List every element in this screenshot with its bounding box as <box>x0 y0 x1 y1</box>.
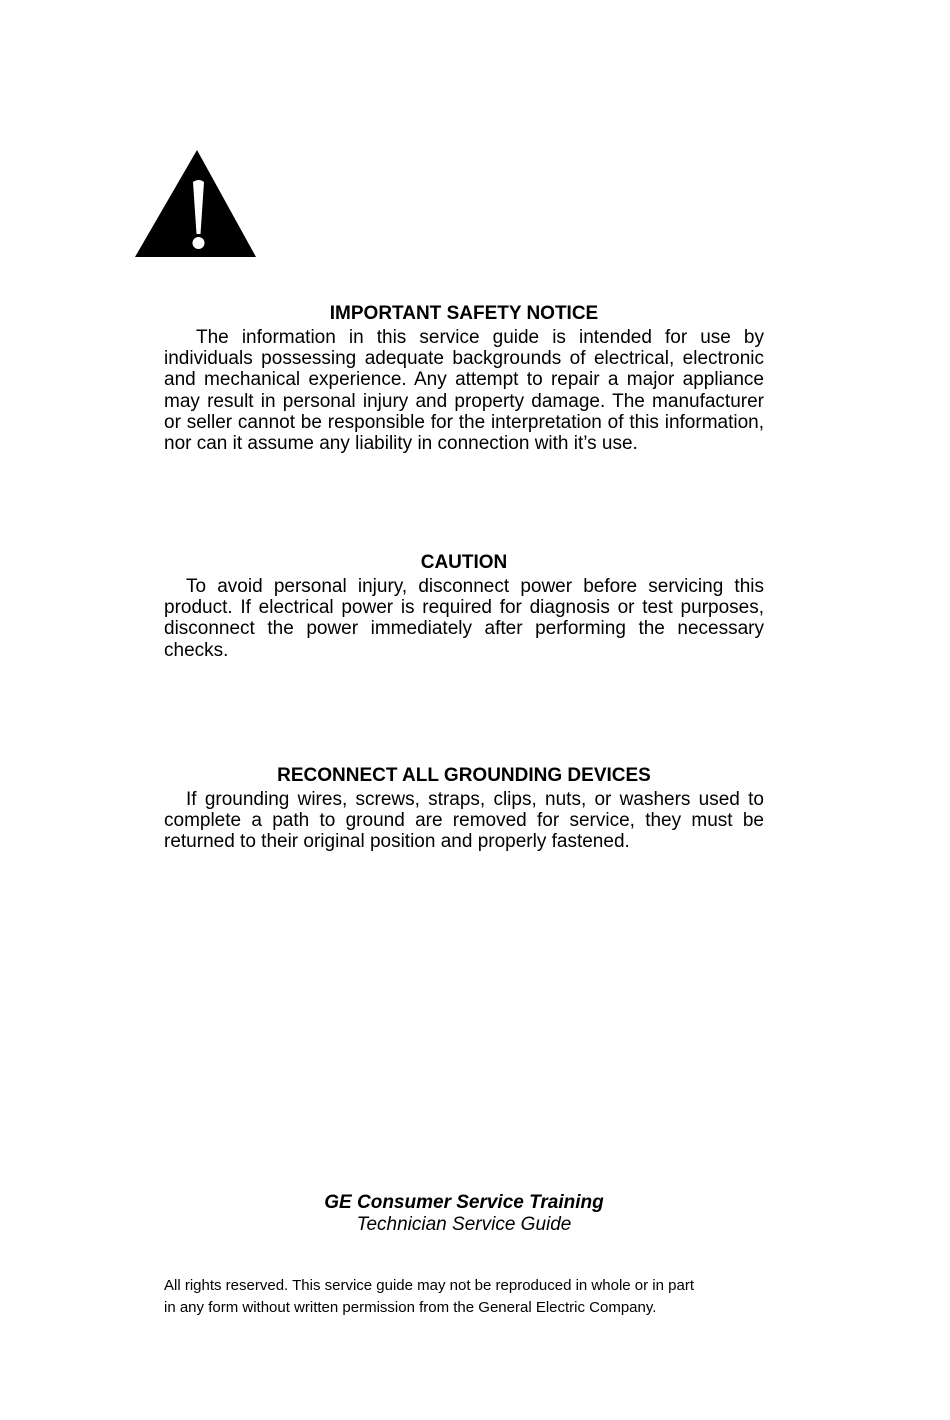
copyright-notice <box>164 1275 784 1318</box>
copyright-line-1: All rights reserved. This service guide may not be reproduced in whole or in part <box>164 1277 694 1294</box>
safety-notice-section <box>164 303 764 454</box>
copyright-line-2: in any form without written permission from the General Electric Company. <box>164 1298 657 1316</box>
safety-notice-heading: IMPORTANT SAFETY NOTICE <box>329 303 599 324</box>
caution-section <box>164 552 764 661</box>
caution-body: To avoid personal injury, disconnect power before servicing this product. If electrical power is required for diagnosis or test purposes, disconnect the power immediately after performing the necessary checks. <box>164 576 764 661</box>
safety-notice-body: The information in this service guide is intended for use by individuals possessing adequate backgrounds of electrical, electronic and mechanical experience. Any attempt to repair a major appliance may result in personal injury and property damage. The manufacturer or seller cannot be responsible for the interpretation of this information, nor can it assume any liability in connection with it’s use. <box>164 327 764 455</box>
footer-branding <box>164 1192 764 1236</box>
exclamation-triangle-icon <box>135 150 257 258</box>
caution-heading: CAUTION <box>420 552 508 573</box>
footer-subtitle: Technician Service Guide <box>356 1214 572 1235</box>
grounding-heading: RECONNECT ALL GROUNDING DEVICES <box>277 765 651 786</box>
grounding-section <box>164 765 764 853</box>
footer-title: GE Consumer Service Training <box>324 1192 604 1213</box>
grounding-body: If grounding wires, screws, straps, clips, nuts, or washers used to complete a path to ground are removed for service, they must be returned to their original position and properly fastened. <box>164 789 764 853</box>
